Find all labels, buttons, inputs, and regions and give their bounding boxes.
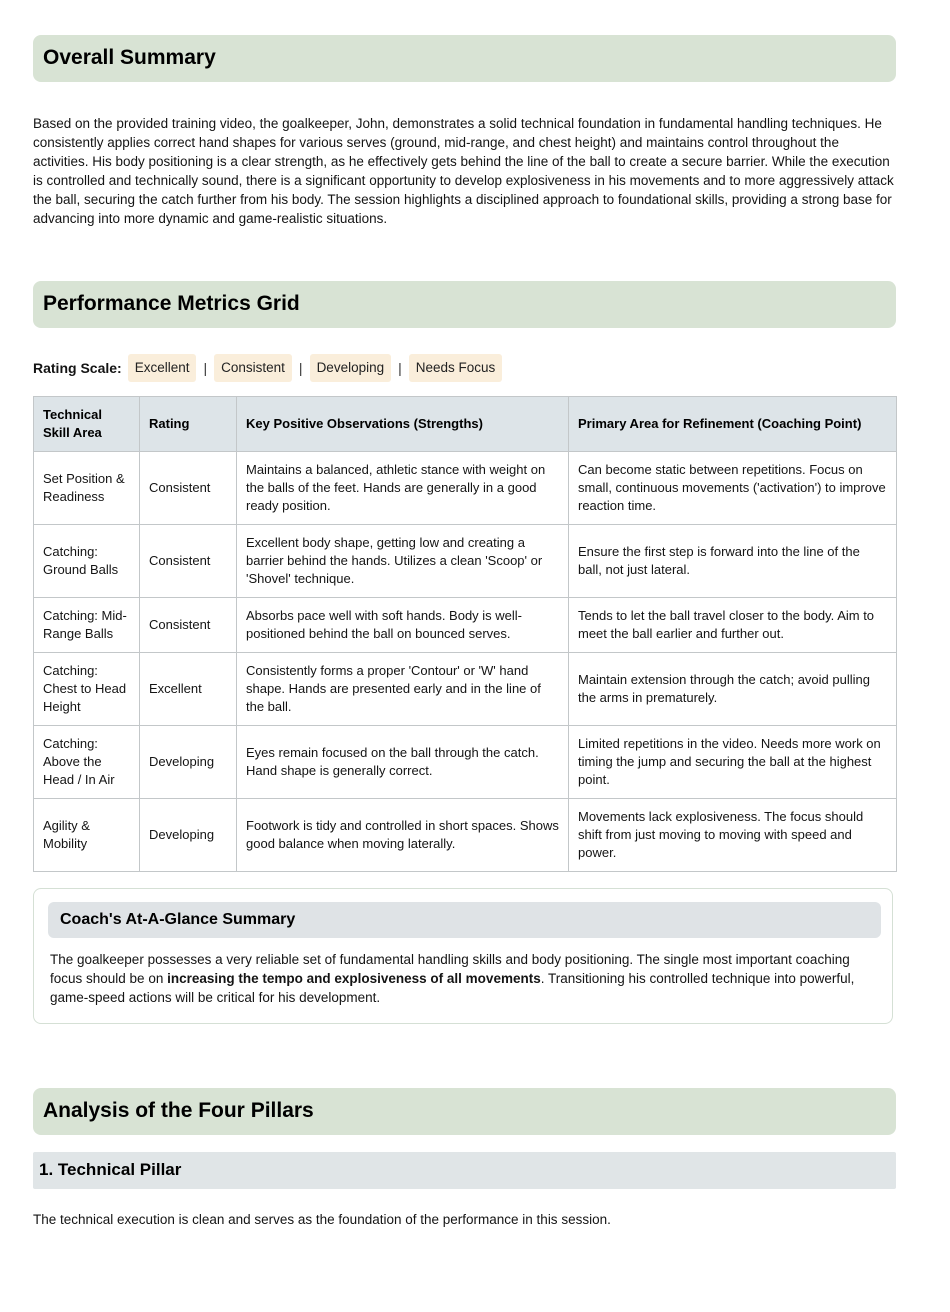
rating-scale-label: Rating Scale: <box>33 360 122 376</box>
table-row <box>34 653 897 726</box>
section-title: Performance Metrics Grid <box>43 292 300 315</box>
coach-summary-title: Coach's At-A-Glance Summary <box>60 911 296 928</box>
section-header-performance-metrics <box>33 281 896 328</box>
cell-skill-area: Catching: Mid-Range Balls <box>34 598 140 653</box>
rating-badge-excellent: Excellent <box>128 354 197 382</box>
section-title: Analysis of the Four Pillars <box>43 1099 314 1122</box>
cell-rating: Developing <box>140 799 237 872</box>
cell-refinement: Movements lack explosiveness. The focus should shift from just moving to moving with speed and power. <box>569 799 897 872</box>
cell-refinement: Tends to let the ball travel closer to the body. Aim to meet the ball earlier and further out. <box>569 598 897 653</box>
cell-refinement: Can become static between repetitions. Focus on small, continuous movements ('activation') to improve reaction time. <box>569 452 897 525</box>
coach-summary-box <box>33 888 893 1024</box>
cell-observations: Maintains a balanced, athletic stance with weight on the balls of the feet. Hands are generally in a good ready position. <box>237 452 569 525</box>
cell-rating: Consistent <box>140 452 237 525</box>
cell-rating: Developing <box>140 726 237 799</box>
table-row <box>34 799 897 872</box>
cell-observations: Absorbs pace well with soft hands. Body is well-positioned behind the ball on bounced serves. <box>237 598 569 653</box>
cell-skill-area: Catching: Ground Balls <box>34 525 140 598</box>
rating-scale-legend <box>33 354 896 382</box>
rating-separator: | <box>203 360 208 376</box>
cell-rating: Consistent <box>140 525 237 598</box>
section-header-overall-summary <box>33 35 896 82</box>
cell-observations: Excellent body shape, getting low and creating a barrier behind the hands. Utilizes a clean 'Scoop' or 'Shovel' technique. <box>237 525 569 598</box>
coach-summary-text-bold: increasing the tempo and explosiveness of all movements <box>167 971 541 986</box>
table-row <box>34 598 897 653</box>
cell-refinement: Maintain extension through the catch; avoid pulling the arms in prematurely. <box>569 653 897 726</box>
cell-refinement: Ensure the first step is forward into the line of the ball, not just lateral. <box>569 525 897 598</box>
cell-skill-area: Catching: Above the Head / In Air <box>34 726 140 799</box>
cell-rating: Excellent <box>140 653 237 726</box>
page-title: Overall Summary <box>43 46 216 69</box>
column-header-rating: Rating <box>140 397 237 452</box>
subsection-header-technical-pillar <box>33 1152 896 1189</box>
coach-summary-header <box>48 902 881 938</box>
rating-badge-consistent: Consistent <box>214 354 292 382</box>
table-row <box>34 452 897 525</box>
cell-observations: Consistently forms a proper 'Contour' or 'W' hand shape. Hands are presented early and in the line of the ball. <box>237 653 569 726</box>
overall-summary-paragraph: Based on the provided training video, the goalkeeper, John, demonstrates a solid technical foundation in fundamental handling techniques. He consistently applies correct hand shapes for various serves (ground, mid-range, and chest height) and maintains control throughout the activities. His body positioning is a clear strength, as he effectively gets behind the line of the ball to create a secure barrier. While the execution is controlled and technically sound, there is a significant opportunity to develop explosiveness in his movements and to more aggressively attack the ball, securing the catch further from his body. The session highlights a disciplined approach to foundational skills, providing a strong base for advancing into more dynamic and game-realistic situations. <box>33 116 894 226</box>
cell-observations: Eyes remain focused on the ball through the catch. Hand shape is generally correct. <box>237 726 569 799</box>
table-row <box>34 726 897 799</box>
cell-skill-area: Catching: Chest to Head Height <box>34 653 140 726</box>
table-header-row <box>34 397 897 452</box>
section-header-four-pillars <box>33 1088 896 1135</box>
technical-pillar-paragraph: The technical execution is clean and serves as the foundation of the performance in this session. <box>33 1212 611 1227</box>
performance-metrics-table <box>33 396 897 872</box>
table-row <box>34 525 897 598</box>
subsection-title: 1. Technical Pillar <box>39 1160 182 1179</box>
column-header-observations: Key Positive Observations (Strengths) <box>237 397 569 452</box>
cell-skill-area: Agility & Mobility <box>34 799 140 872</box>
coach-summary-text-after: . Transitioning his controlled technique into powerful, game-speed actions will be critical for his development. <box>50 971 855 1005</box>
rating-badge-developing: Developing <box>310 354 392 382</box>
cell-rating: Consistent <box>140 598 237 653</box>
coach-summary-text-before: The goalkeeper possesses a very reliable set of fundamental handling skills and body positioning. The single most important coaching focus should be on <box>50 952 850 986</box>
coach-summary-paragraph <box>50 950 876 1007</box>
rating-separator: | <box>398 360 402 376</box>
rating-separator: | <box>298 360 303 376</box>
rating-badge-needs-focus: Needs Focus <box>409 354 503 382</box>
column-header-skill-area: Technical Skill Area <box>34 397 140 452</box>
cell-observations: Footwork is tidy and controlled in short spaces. Shows good balance when moving laterally. <box>237 799 569 872</box>
cell-refinement: Limited repetitions in the video. Needs more work on timing the jump and securing the ball at the highest point. <box>569 726 897 799</box>
cell-skill-area: Set Position & Readiness <box>34 452 140 525</box>
column-header-refinement: Primary Area for Refinement (Coaching Point) <box>569 397 897 452</box>
